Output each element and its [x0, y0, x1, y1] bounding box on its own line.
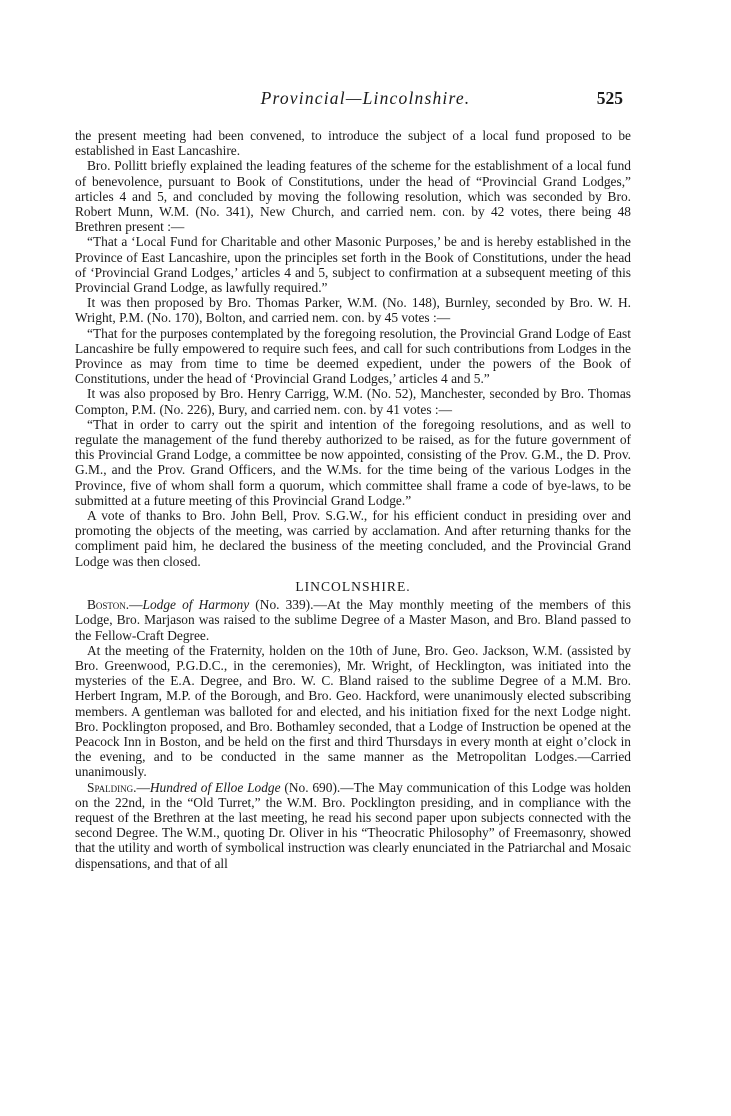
- page-number: 525: [596, 88, 623, 108]
- boston-dash: —: [129, 597, 143, 613]
- boston-place: Boston.: [87, 597, 130, 613]
- paragraph-8: A vote of thanks to Bro. John Bell, Prov. S.G.W., for his efficient conduct in presiding over and promoting the objects of the meeting, was carried by acclamation. And after returning thanks for the compliment paid him, he declared the business of the meeting concluded, and the Provincial Grand Lodge was then closed.: [75, 508, 631, 569]
- paragraph-3: “That a ‘Local Fund for Charitable and other Masonic Purposes,’ be and is hereby established in the Province of East Lancashire, upon the principles set forth in the Book of Constitutions, under the head of ‘Provincial Grand Lodges,’ articles 4 and 5, subject to confirmation at a subsequent meeting of this Provincial Grand Lodge, as lawfully required.”: [75, 234, 631, 296]
- paragraph-7: “That in order to carry out the spirit and intention of the foregoing resolutions, and as well to regulate the management of the fund thereby authorized to be raised, as for the future government of this Provincial Grand Lodge, a committee be now appointed, consisting of the Prov. G.M., the D. Prov. G.M., and the Prov. Grand Officers, and the W.Ms. for the time being of the various Lodges in the Province, five of whom shall form a quorum, which committee shall frame a code of bye-laws, to be submitted at a future meeting of this Provincial Grand Lodge.”: [75, 416, 631, 508]
- spalding-text: (No. 690).—The May communication of this Lodge was holden on the 22nd, in the “Old Turret,” the W.M. Bro. Pocklington presiding, and in compliance with the request of the Brethren at the last meeting, he read his second paper upon subjects connected with the second Degree. The W.M., quoting Dr. Oliver in his “Theocratic Philosophy” of Freemasonry, showed that the utility and worth of symbolical instruction was clearly enunciated in the Patriarchal and Mosaic dispensations, and that of all: [75, 779, 631, 871]
- paragraph-6: It was also proposed by Bro. Henry Carrigg, W.M. (No. 52), Manchester, seconded by Bro. Thomas Compton, P.M. (No. 226), Bury, and carried nem. con. by 41 votes :—: [75, 386, 631, 417]
- running-title: Provincial—Lincolnshire.: [260, 88, 471, 108]
- boston-text: (No. 339).—At the May monthly meeting of the members of this Lodge, Bro. Marjason was raised to the sublime Degree of a Master Mason, and Bro. Bland passed to the Fellow-Craft Degree.: [75, 597, 631, 643]
- paragraph-2: Bro. Pollitt briefly explained the leading features of the scheme for the establishment of a local fund of benevolence, pursuant to Book of Constitutions, under the head of “Provincial Grand Lodges,” articles 4 and 5, and concluded by moving the following resolution, which was seconded by Bro. Robert Munn, W.M. (No. 341), New Church, and carried nem. con. by 42 votes, there being 48 Brethren present :—: [75, 158, 631, 235]
- paragraph-1: the present meeting had been convened, to introduce the subject of a local fund proposed to be established in East Lancashire.: [75, 128, 631, 159]
- section-heading: LINCOLNSHIRE.: [295, 578, 411, 594]
- paragraph-4: It was then proposed by Bro. Thomas Parker, W.M. (No. 148), Burnley, seconded by Bro. W. H. Wright, P.M. (No. 170), Bolton, and carried nem. con. by 45 votes :—: [75, 295, 631, 326]
- boston-paragraph: [75, 597, 631, 643]
- page-header: [0, 88, 731, 114]
- boston-lodge: Lodge of Harmony: [142, 597, 250, 613]
- spalding-place: Spalding.: [87, 779, 137, 795]
- spalding-lodge: Hundred of Elloe Lodge: [149, 779, 281, 795]
- spalding-dash: —: [136, 779, 150, 795]
- spalding-paragraph: [75, 780, 631, 871]
- paragraph-5: “That for the purposes contemplated by the foregoing resolution, the Provincial Grand Lodge of East Lancashire be fully empowered to require such fees, and call for such contributions from Lodges in the Province as may from time to time be deemed expedient, under the powers of the Book of Constitutions, under the head of ‘Provincial Grand Lodges,’ articles 4 and 5.”: [75, 325, 631, 387]
- boston-paragraph-2: At the meeting of the Fraternity, holden on the 10th of June, Bro. Geo. Jackson, W.M. (assisted by Bro. Greenwood, P.G.D.C., in the ceremonies), Mr. Wright, of Hecklington, was initiated into the mysteries of the E.A. Degree, and Bro. W. C. Bland raised to the sublime Degree of a M.M. Bro. Herbert Ingram, M.P. of the Borough, and Bro. Geo. Hackford, were unanimously elected subscribing members. A gentleman was balloted for and elected, and his initiation fixed for the next Lodge night. Bro. Pocklington proposed, and Bro. Bothamley seconded, that a Lodge of Instruction be opened at the Peacock Inn in Boston, and be held on the first and third Thursdays in every month at eight o’clock in the evening, and to be conducted in the same manner as the Metropolitan Lodges.—Carried unanimously.: [75, 642, 631, 780]
- article-body: [75, 128, 631, 871]
